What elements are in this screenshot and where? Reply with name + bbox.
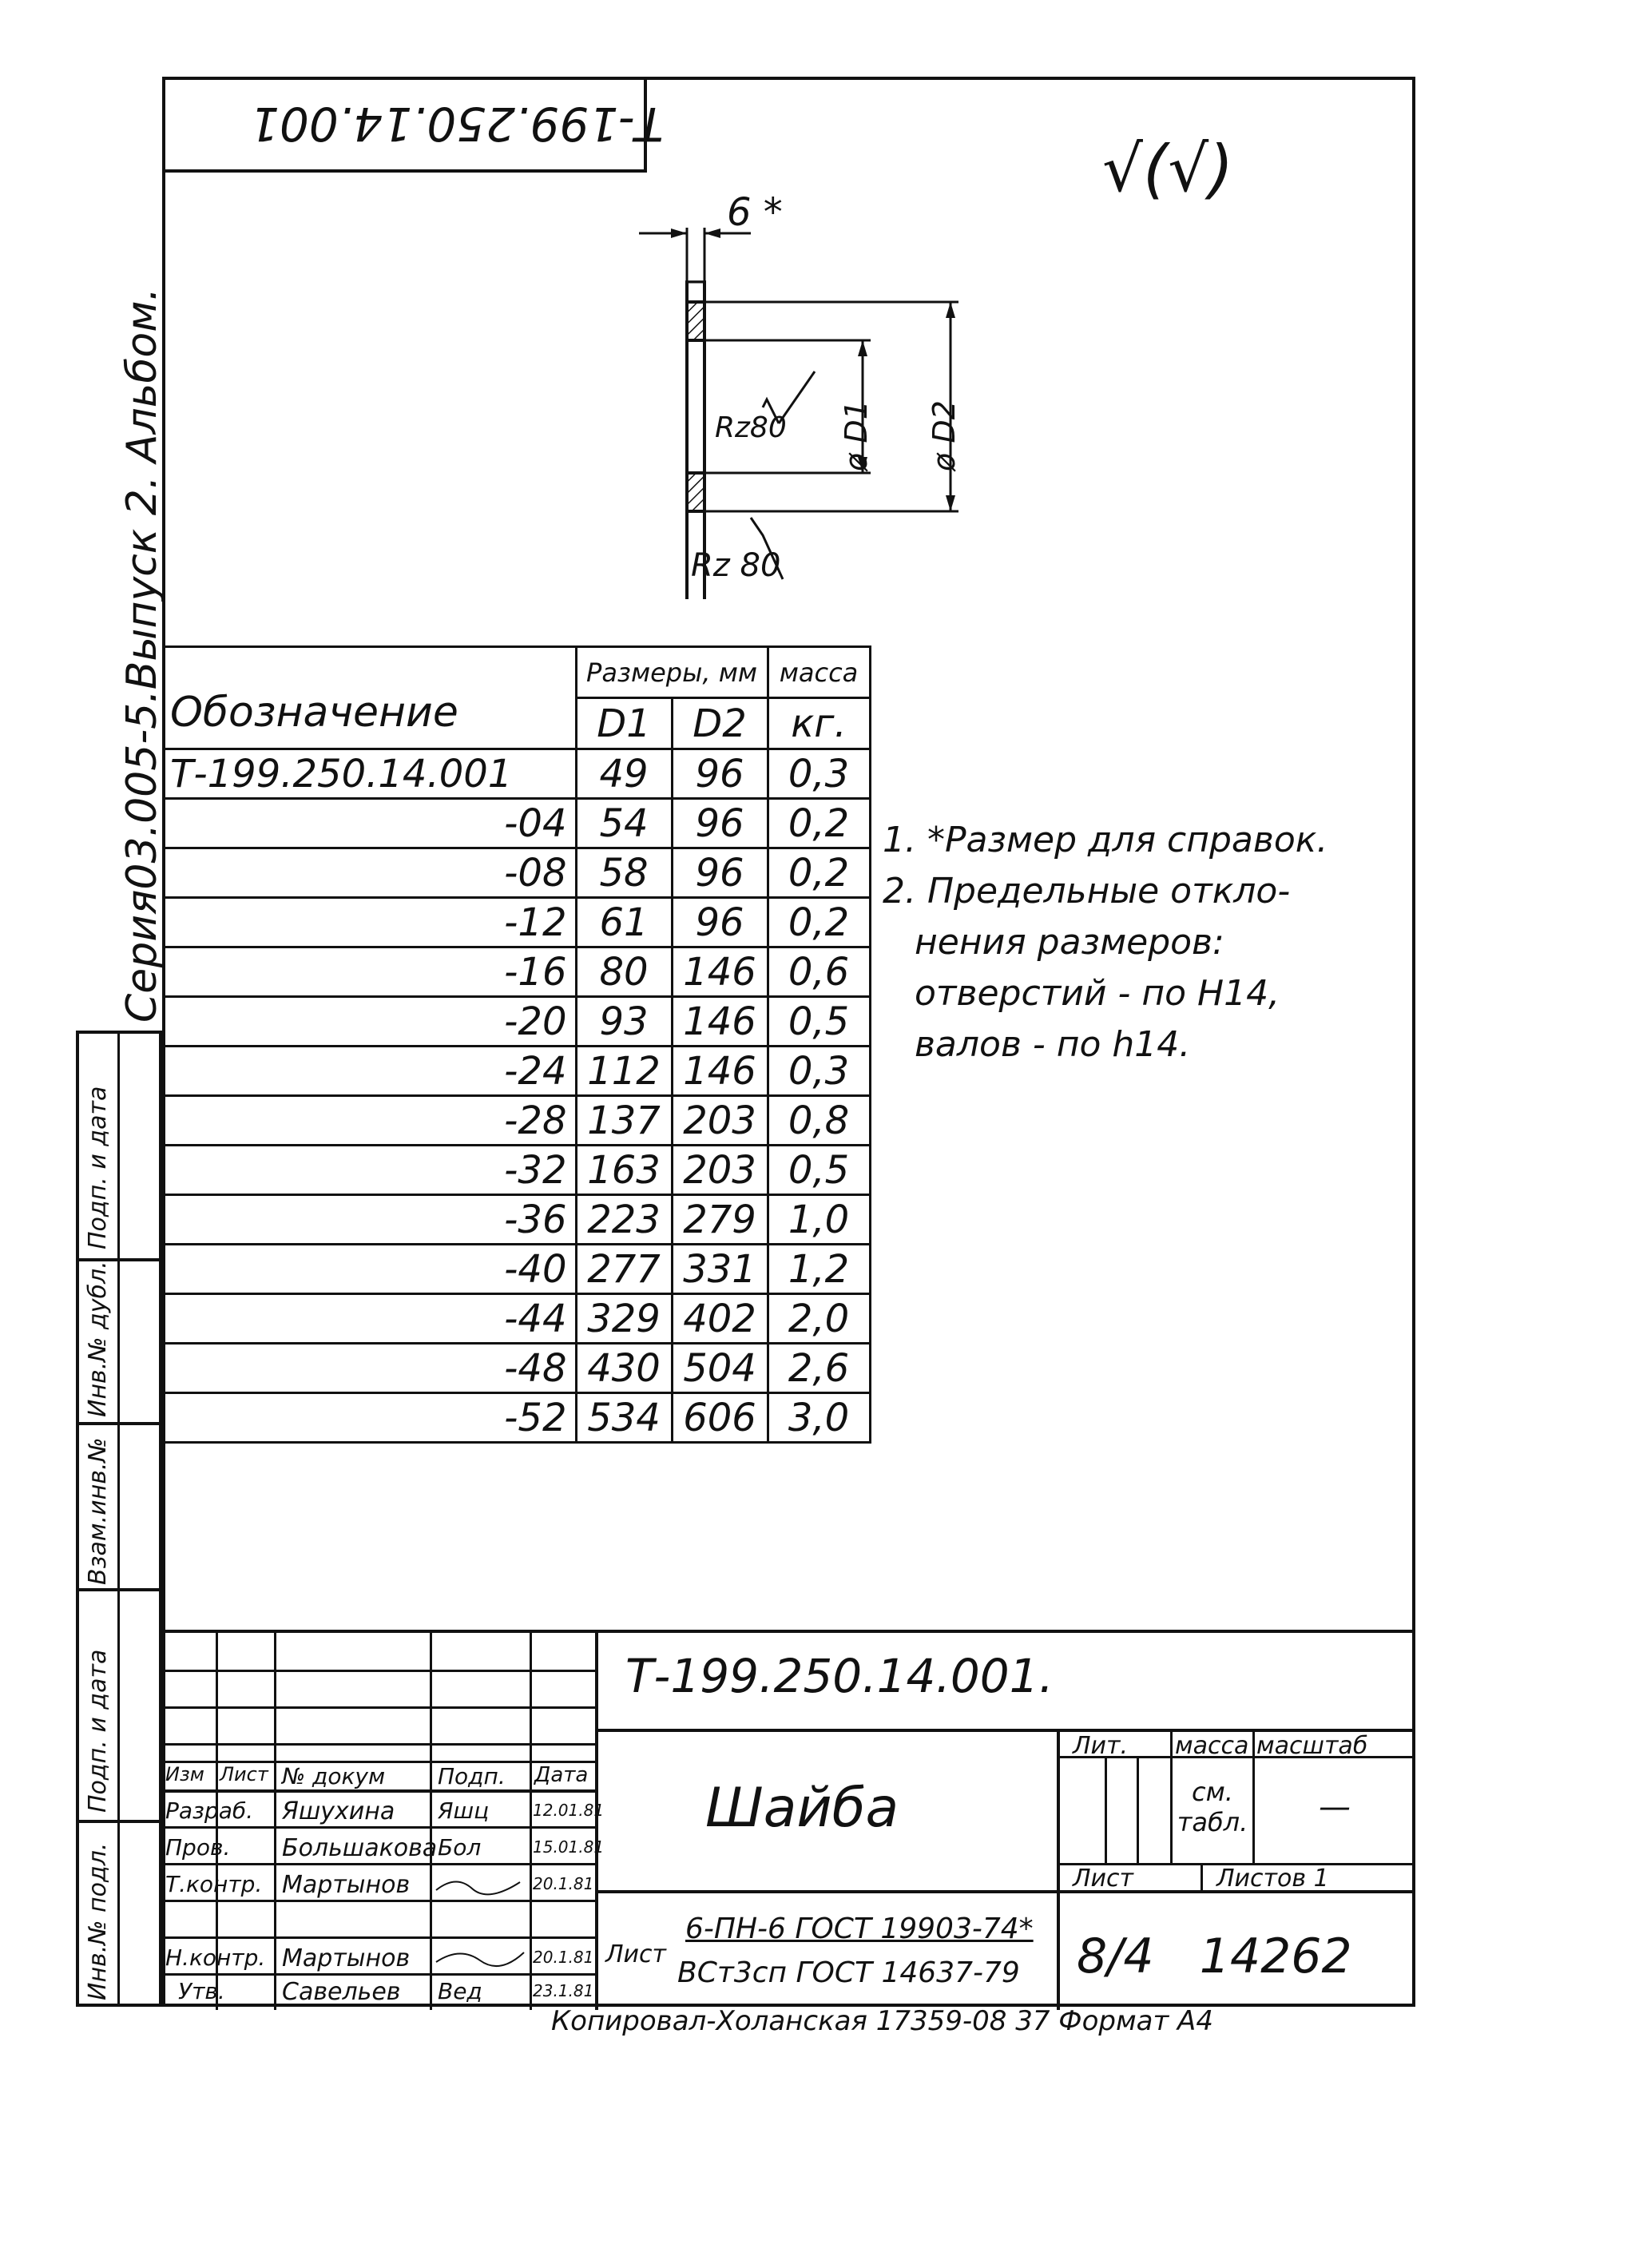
header-mass-unit: кг.	[768, 698, 870, 749]
note-line: 1. *Размер для справок.	[883, 820, 1328, 860]
role-name: Мартынов	[282, 1871, 411, 1899]
role-name: Мартынов	[282, 1944, 411, 1972]
cell-designation: -48	[162, 1344, 576, 1393]
scale-value: —	[1319, 1789, 1351, 1825]
cell-d1: 430	[576, 1344, 672, 1393]
cell-d1: 80	[576, 947, 672, 997]
cell-designation: -36	[162, 1195, 576, 1245]
cell-d1: 277	[576, 1245, 672, 1294]
archive-number: 8/4 14262	[1077, 1928, 1352, 1984]
strip-label: Инв.№ подл.	[84, 1842, 112, 2000]
cell-designation: -44	[162, 1294, 576, 1344]
cell-designation: -08	[162, 848, 576, 898]
table-row	[162, 848, 870, 898]
hdr-izm: Изм	[165, 1763, 204, 1785]
outer-roughness-label: Rz 80	[691, 547, 781, 584]
cell-d1: 58	[576, 848, 672, 898]
cell-d2: 96	[672, 749, 768, 799]
material-line-2: ВСт3сп ГОСТ 14637-79	[677, 1956, 1020, 1989]
cell-mass: 1,0	[768, 1195, 870, 1245]
table-row	[162, 898, 870, 947]
cell-d1: 93	[576, 997, 672, 1047]
cell-mass: 0,5	[768, 997, 870, 1047]
footer-format: Копировал-Холанская 17359-08 37 Формат А4	[551, 2005, 1213, 2037]
note-line: 2. Предельные откло-	[883, 871, 1291, 912]
role-sign: Вед	[438, 1978, 482, 2004]
cell-mass: 0,8	[768, 1096, 870, 1146]
table-row	[162, 1096, 870, 1146]
cell-d2: 279	[672, 1195, 768, 1245]
cell-d1: 329	[576, 1294, 672, 1344]
table-row	[162, 947, 870, 997]
cell-mass: 0,3	[768, 1047, 870, 1096]
cell-mass: 0,2	[768, 848, 870, 898]
table-row	[162, 997, 870, 1047]
header-designation: Обозначение	[162, 647, 576, 749]
cell-designation: -32	[162, 1146, 576, 1195]
washer-drawing	[623, 184, 1022, 599]
sheet-label: Лист	[1073, 1865, 1134, 1893]
cell-mass: 0,5	[768, 1146, 870, 1195]
series-side-label: Серия03.005-5.Выпуск 2. Альбом.	[118, 288, 166, 1023]
sheets-label: Листов 1	[1216, 1865, 1329, 1893]
cell-mass: 2,6	[768, 1344, 870, 1393]
note-line: валов - по h14.	[915, 1024, 1191, 1065]
technical-notes	[883, 815, 1328, 1070]
note-line: отверстий - по Н14,	[915, 973, 1280, 1014]
cell-d1: 223	[576, 1195, 672, 1245]
cell-d1: 61	[576, 898, 672, 947]
d1-dimension-label: ø D1	[839, 400, 874, 471]
role-date: 23.1.81	[533, 1981, 594, 2000]
cell-mass: 0,6	[768, 947, 870, 997]
cell-d1: 112	[576, 1047, 672, 1096]
corner-code-box	[162, 77, 664, 173]
part-name: Шайба	[705, 1777, 899, 1840]
specification-table	[162, 645, 871, 1444]
cell-d1: 54	[576, 799, 672, 848]
header-mass: масса	[768, 647, 870, 698]
lit-label: Лит.	[1073, 1732, 1129, 1760]
header-d2: D2	[672, 698, 768, 749]
cell-mass: 2,0	[768, 1294, 870, 1344]
cell-d2: 203	[672, 1096, 768, 1146]
cell-d2: 146	[672, 1047, 768, 1096]
cell-designation: -40	[162, 1245, 576, 1294]
role-label: Разраб.	[165, 1797, 254, 1824]
cell-designation: -16	[162, 947, 576, 997]
cell-d2: 504	[672, 1344, 768, 1393]
role-date: 20.1.81	[533, 1948, 594, 1967]
signature-scribbles	[432, 1866, 528, 2010]
role-date: 12.01.81	[533, 1801, 605, 1820]
role-name: Яшухина	[282, 1797, 395, 1825]
cell-designation: -20	[162, 997, 576, 1047]
material-prefix: Лист	[605, 1940, 667, 1968]
cell-d2: 606	[672, 1393, 768, 1443]
role-label: Т.контр.	[165, 1871, 263, 1897]
hdr-list: Лист	[220, 1763, 268, 1785]
table-row	[162, 1047, 870, 1096]
note-line: нения размеров:	[915, 922, 1224, 963]
cell-designation: -52	[162, 1393, 576, 1443]
thickness-dimension: 6 *	[727, 190, 783, 235]
cell-mass: 0,2	[768, 799, 870, 848]
cell-designation: -04	[162, 799, 576, 848]
role-sign: Яшц	[438, 1797, 490, 1824]
strip-label: Инв.№ дубл.	[84, 1261, 112, 1417]
cell-mass: 0,2	[768, 898, 870, 947]
role-name: Савельев	[282, 1978, 401, 2006]
role-label: Пров.	[165, 1834, 231, 1861]
header-dimensions: Размеры, мм	[576, 647, 768, 698]
title-block	[162, 1630, 1415, 2007]
corner-code-text: Т-199.250.14.001	[250, 97, 664, 151]
table-row	[162, 1294, 870, 1344]
cell-d1: 163	[576, 1146, 672, 1195]
roughness-symbol: √(√)	[1102, 132, 1234, 206]
cell-designation: -12	[162, 898, 576, 947]
cell-designation: Т-199.250.14.001	[162, 749, 576, 799]
role-date: 15.01.81	[533, 1837, 605, 1857]
cell-d2: 203	[672, 1146, 768, 1195]
cell-d2: 402	[672, 1294, 768, 1344]
cell-designation: -28	[162, 1096, 576, 1146]
table-row	[162, 749, 870, 799]
title-code: Т-199.250.14.001.	[625, 1649, 1054, 1703]
role-name: Большакова	[282, 1834, 438, 1862]
d2-dimension-label: ø D2	[927, 400, 962, 471]
hdr-sign: Подп.	[438, 1763, 506, 1789]
mass-label: масса	[1175, 1732, 1249, 1760]
cell-d2: 146	[672, 997, 768, 1047]
cell-d1: 534	[576, 1393, 672, 1443]
cell-mass: 0,3	[768, 749, 870, 799]
cell-d2: 96	[672, 898, 768, 947]
strip-label: Подп. и дата	[84, 1649, 112, 1813]
cell-d1: 49	[576, 749, 672, 799]
mass-value: см. табл.	[1177, 1777, 1248, 1837]
cell-d2: 96	[672, 799, 768, 848]
table-row	[162, 1195, 870, 1245]
scale-label: масштаб	[1256, 1732, 1368, 1760]
table-header-row	[162, 647, 870, 698]
strip-label: Подп. и дата	[84, 1086, 112, 1249]
header-d1: D1	[576, 698, 672, 749]
table-row	[162, 1393, 870, 1443]
hdr-doc: № докум	[282, 1763, 386, 1789]
table-row	[162, 1245, 870, 1294]
strip-label: Взам.инв.№	[84, 1437, 112, 1585]
cell-designation: -24	[162, 1047, 576, 1096]
table-row	[162, 1146, 870, 1195]
role-date: 20.1.81	[533, 1874, 594, 1893]
cell-d2: 146	[672, 947, 768, 997]
cell-mass: 1,2	[768, 1245, 870, 1294]
role-sign: Бол	[438, 1834, 482, 1861]
material-line-1: 6-ПН-6 ГОСТ 19903-74*	[685, 1913, 1034, 1945]
table-row	[162, 799, 870, 848]
cell-d2: 331	[672, 1245, 768, 1294]
hdr-date: Дата	[534, 1763, 589, 1787]
role-label: Н.контр.	[165, 1944, 266, 1971]
left-approval-strip	[76, 1031, 162, 2007]
cell-mass: 3,0	[768, 1393, 870, 1443]
inner-roughness-label: Rz80	[715, 411, 787, 444]
cell-d2: 96	[672, 848, 768, 898]
role-label: Утв.	[178, 1978, 225, 2004]
table-row	[162, 1344, 870, 1393]
cell-d1: 137	[576, 1096, 672, 1146]
